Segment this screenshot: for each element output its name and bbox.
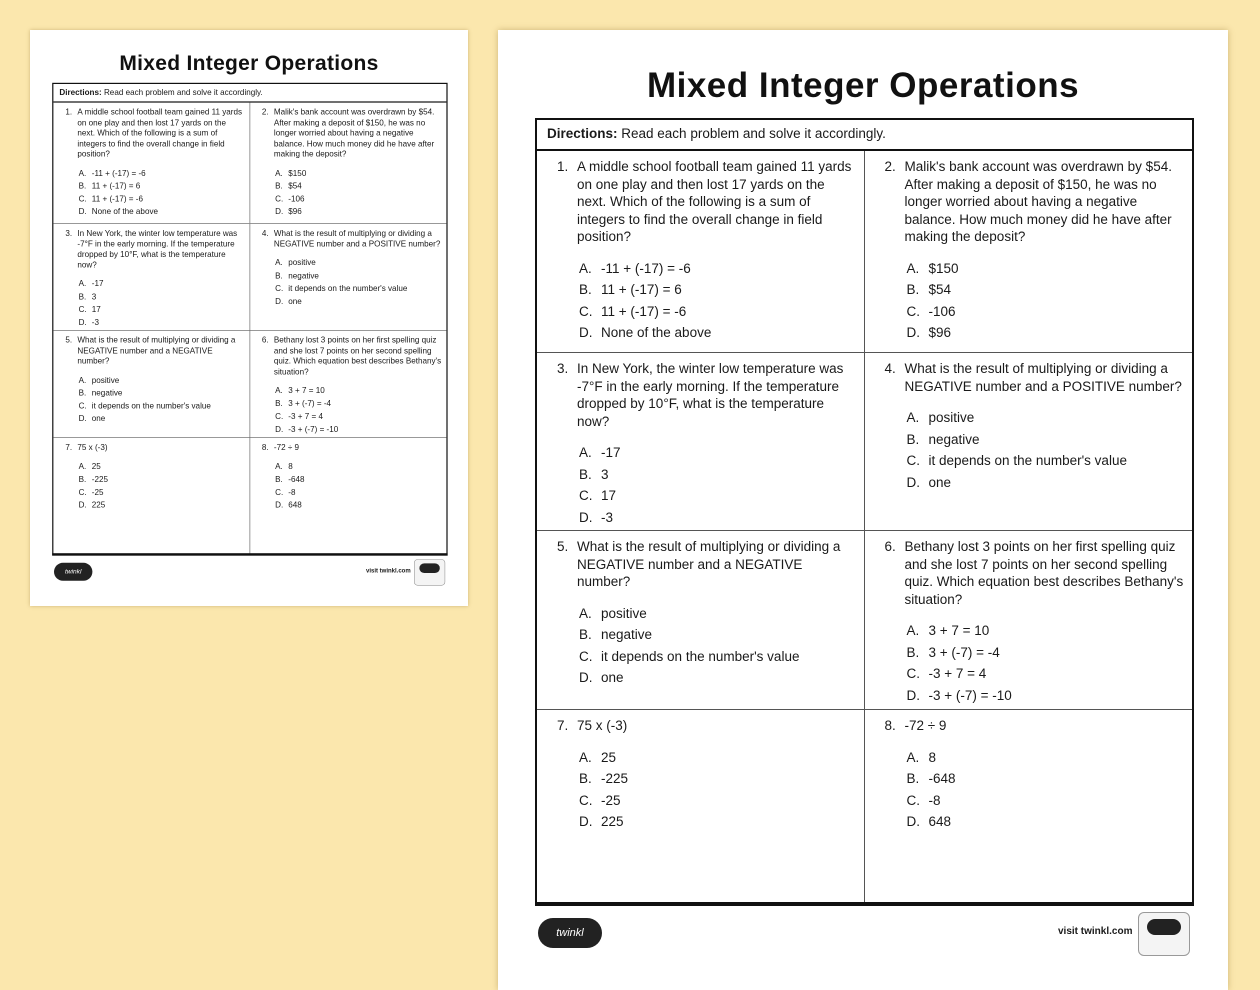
quality-badge-icon: [1138, 912, 1190, 956]
answer-option: [907, 407, 1185, 429]
question-cell: [53, 438, 250, 554]
answer-option: [579, 322, 856, 344]
worksheet-preview-large: [498, 30, 1228, 990]
option-letter: C.: [78, 487, 87, 497]
question-cell: [250, 103, 447, 224]
option-text: -3 + (-7) = -10: [928, 687, 1012, 703]
option-letter: A.: [906, 410, 920, 425]
answer-option: [907, 472, 1185, 494]
option-text: positive: [91, 375, 120, 385]
option-letter: D.: [906, 814, 920, 829]
answer-option: [79, 473, 245, 486]
option-letter: C.: [275, 283, 284, 293]
answer-option: [79, 179, 245, 192]
question-cell: [250, 331, 447, 438]
answer-option: [907, 620, 1185, 642]
answer-option: [79, 499, 245, 512]
question-cell: [53, 331, 250, 438]
directions-label: Directions:: [547, 126, 618, 141]
answer-option: [579, 768, 856, 790]
option-text: 11 + (-17) = -6: [601, 303, 687, 319]
option-letter: C.: [78, 304, 87, 314]
answer-option: [579, 603, 856, 625]
option-text: it depends on the number's value: [288, 283, 408, 293]
option-letter: A.: [78, 279, 87, 288]
question-text: What is the result of multiplying or dividing a NEGATIVE number and a NEGATIVE number?: [77, 335, 236, 366]
option-text: 648: [288, 500, 302, 510]
option-letter: C.: [275, 411, 284, 421]
option-text: 17: [91, 304, 101, 314]
question-number: 7.: [65, 442, 73, 452]
option-letter: C.: [275, 487, 284, 497]
option-letter: A.: [275, 258, 283, 267]
option-text: -225: [601, 771, 629, 786]
option-letter: B.: [275, 398, 283, 408]
option-letter: A.: [906, 623, 920, 638]
answer-option: [79, 399, 245, 412]
option-letter: B.: [906, 771, 920, 786]
answer-option: [579, 624, 856, 646]
answer-option: [907, 258, 1185, 280]
answer-options: [579, 603, 856, 689]
option-text: 3 + (-7) = -4: [928, 644, 1000, 660]
option-text: one: [288, 296, 302, 306]
option-text: -225: [91, 474, 109, 484]
option-text: $54: [288, 181, 302, 191]
option-text: -3: [601, 509, 614, 525]
option-text: 225: [91, 500, 106, 510]
option-letter: A.: [78, 168, 87, 178]
option-text: None of the above: [91, 207, 159, 216]
footer-divider: [535, 902, 1194, 906]
footer-site: visit twinkl.com: [1058, 926, 1133, 937]
question-text: -72 ÷ 9: [273, 442, 300, 452]
option-letter: B.: [579, 466, 592, 482]
option-letter: C.: [579, 303, 593, 319]
answer-option: [275, 486, 442, 499]
option-letter: A.: [579, 605, 592, 621]
worksheet-title: Mixed Integer Operations: [119, 51, 379, 75]
answer-option: [907, 790, 1185, 812]
option-text: -17: [601, 445, 621, 460]
footer-divider: [52, 553, 447, 555]
option-letter: A.: [275, 385, 283, 395]
question-text: Bethany lost 3 points on her first spelling quiz and she lost 7 points on her second spelling quiz. Which equation best describes Bethany's situation?: [273, 335, 442, 376]
option-text: -3 + (-7) = -10: [288, 424, 339, 434]
question-row: [537, 353, 1192, 531]
option-letter: D.: [579, 325, 593, 340]
option-text: it depends on the number's value: [601, 648, 800, 664]
option-letter: B.: [78, 474, 87, 484]
answer-option: [79, 460, 245, 473]
option-letter: D.: [906, 325, 920, 340]
option-letter: B.: [78, 388, 87, 398]
option-text: -25: [601, 792, 621, 808]
option-letter: D.: [78, 207, 87, 216]
directions-text: Read each problem and solve it accordingly.: [617, 126, 886, 141]
option-letter: B.: [275, 270, 283, 280]
answer-option: [275, 295, 442, 308]
answer-option: [907, 279, 1185, 301]
answer-option: [579, 646, 856, 668]
option-text: -17: [91, 279, 104, 288]
answer-option: [907, 642, 1185, 664]
answer-option: [579, 279, 856, 301]
question-row: [53, 103, 446, 224]
option-text: $96: [928, 325, 952, 340]
option-letter: B.: [275, 181, 283, 191]
option-text: 3: [601, 466, 609, 482]
directions-row: [537, 120, 1192, 151]
answer-option: [579, 301, 856, 323]
answer-option: [579, 507, 856, 529]
question-row: [537, 710, 1192, 904]
option-text: 11 + (-17) = 6: [91, 181, 141, 191]
option-text: positive: [288, 258, 316, 267]
option-text: 3 + 7 = 10: [928, 623, 990, 638]
question-number: 2.: [884, 159, 896, 174]
option-letter: B.: [906, 282, 920, 297]
answer-option: [907, 811, 1185, 833]
answer-options: [907, 407, 1185, 493]
option-letter: A.: [579, 749, 592, 765]
option-letter: A.: [78, 375, 87, 385]
option-letter: B.: [906, 431, 920, 447]
question-row: [53, 438, 446, 554]
question-number: 6.: [261, 335, 269, 345]
option-letter: D.: [906, 687, 920, 703]
question-cell: [250, 438, 447, 554]
answer-option: [579, 442, 856, 464]
twinkl-logo: twinkl: [54, 563, 92, 581]
option-letter: B.: [906, 644, 920, 660]
question-cell: [537, 710, 865, 904]
option-letter: B.: [579, 627, 592, 642]
option-text: -106: [288, 194, 305, 204]
option-letter: C.: [906, 303, 920, 319]
option-letter: C.: [78, 401, 87, 411]
answer-option: [275, 256, 442, 269]
directions-row: [53, 84, 446, 103]
option-letter: A.: [78, 461, 87, 471]
option-letter: B.: [579, 282, 592, 297]
question-text: In New York, the winter low temperature was -7°F in the early morning. If the temperature dropped by 10°F, what is the temperature now?: [77, 228, 238, 270]
option-letter: C.: [579, 648, 593, 664]
answer-option: [79, 374, 245, 387]
answer-option: [907, 663, 1185, 685]
option-text: $150: [288, 168, 307, 178]
question-number: 7.: [557, 718, 569, 733]
option-text: negative: [601, 627, 653, 642]
answer-option: [79, 167, 245, 180]
question-number: 1.: [65, 107, 73, 117]
answer-option: [79, 290, 245, 303]
option-text: $96: [288, 207, 302, 216]
option-text: -11 + (-17) = -6: [601, 260, 691, 276]
option-text: $150: [928, 260, 959, 276]
question-cell: [537, 531, 865, 709]
answer-option: [275, 192, 442, 205]
option-letter: A.: [579, 260, 592, 276]
question-cell: [865, 151, 1193, 352]
question-cell: [53, 224, 250, 330]
option-text: 11 + (-17) = 6: [601, 282, 682, 297]
question-cell: [537, 353, 865, 530]
question-text: What is the result of multiplying or dividing a NEGATIVE number and a POSITIVE number?: [904, 361, 1182, 394]
answer-option: [275, 167, 442, 180]
footer-site: visit twinkl.com: [366, 567, 411, 575]
answer-options: [579, 442, 856, 528]
option-letter: D.: [275, 207, 284, 216]
option-text: one: [601, 670, 624, 685]
answer-option: [275, 397, 442, 410]
option-letter: C.: [579, 792, 593, 808]
option-text: 225: [601, 814, 624, 829]
question-text: In New York, the winter low temperature was -7°F in the early morning. If the temperature dropped by 10°F, what is the temperature now?: [577, 361, 844, 429]
option-text: 11 + (-17) = -6: [91, 194, 143, 204]
option-text: -25: [91, 487, 104, 497]
answer-option: [275, 460, 442, 473]
answer-option: [275, 499, 442, 512]
worksheet-table: [52, 83, 447, 556]
option-text: None of the above: [601, 325, 712, 340]
question-text: Malik's bank account was overdrawn by $54. After making a deposit of $150, he was no longer worried about having a negative balance. How much money did he have after making the deposit?: [273, 107, 435, 159]
answer-option: [79, 316, 245, 329]
answer-option: [275, 179, 442, 192]
option-letter: A.: [906, 749, 920, 765]
option-letter: D.: [579, 509, 593, 525]
option-text: 3 + (-7) = -4: [288, 398, 332, 408]
option-text: negative: [91, 388, 123, 398]
option-text: 25: [91, 461, 101, 471]
option-text: 8: [928, 749, 937, 765]
option-letter: B.: [275, 474, 283, 484]
answer-option: [907, 429, 1185, 451]
answer-option: [79, 386, 245, 399]
option-text: it depends on the number's value: [91, 401, 211, 411]
answer-options: [79, 374, 245, 426]
option-letter: D.: [78, 500, 87, 510]
question-cell: [250, 224, 447, 330]
option-text: -648: [288, 474, 305, 484]
answer-options: [907, 620, 1185, 706]
question-text: Bethany lost 3 points on her first spelling quiz and she lost 7 points on her second spelling quiz. Which equation best describes Bethany's situation?: [904, 539, 1184, 607]
answer-option: [79, 277, 245, 290]
question-text: What is the result of multiplying or dividing a NEGATIVE number and a NEGATIVE number?: [577, 539, 841, 589]
answer-options: [275, 384, 442, 436]
option-letter: C.: [579, 488, 593, 503]
option-text: 648: [928, 814, 952, 829]
answer-option: [275, 269, 442, 282]
question-number: 5.: [65, 335, 73, 345]
option-text: $54: [928, 282, 952, 297]
option-text: -11 + (-17) = -6: [91, 168, 146, 178]
answer-option: [907, 685, 1185, 707]
question-text: Malik's bank account was overdrawn by $54. After making a deposit of $150, he was no longer worried about having a negative balance. How much money did he have after making the deposit?: [904, 159, 1172, 244]
question-text: A middle school football team gained 11 yards on one play and then lost 17 yards on the next. Which of the following is a sum of integers to find the overall change in field position?: [577, 159, 852, 244]
option-letter: B.: [78, 291, 87, 301]
question-number: 8.: [884, 718, 896, 733]
option-text: negative: [288, 270, 319, 280]
question-cell: [53, 103, 250, 224]
answer-option: [275, 384, 442, 397]
answer-option: [79, 412, 245, 425]
answer-option: [275, 423, 442, 436]
option-letter: D.: [906, 474, 920, 490]
option-text: -8: [928, 792, 941, 808]
answer-options: [275, 167, 442, 219]
worksheet-table: [535, 118, 1194, 906]
question-number: 8.: [261, 442, 269, 452]
option-text: positive: [928, 410, 975, 425]
answer-options: [907, 747, 1185, 833]
question-text: What is the result of multiplying or dividing a NEGATIVE number and a POSITIVE number?: [273, 228, 441, 249]
option-letter: A.: [579, 445, 592, 460]
question-cell: [865, 531, 1193, 709]
option-text: 3 + 7 = 10: [288, 385, 325, 395]
option-text: -3 + 7 = 4: [288, 411, 323, 421]
option-letter: D.: [275, 500, 284, 510]
option-letter: A.: [906, 260, 920, 276]
option-letter: D.: [275, 296, 284, 306]
option-text: -3: [91, 317, 100, 327]
option-letter: C.: [275, 194, 284, 204]
question-number: 6.: [884, 539, 896, 554]
option-text: one: [91, 414, 106, 424]
twinkl-logo: twinkl: [538, 918, 602, 948]
answer-option: [79, 192, 245, 205]
answer-option: [579, 790, 856, 812]
question-row: [537, 151, 1192, 353]
option-text: -648: [928, 771, 956, 786]
option-letter: C.: [906, 792, 920, 808]
option-letter: D.: [579, 670, 593, 685]
quality-badge-icon: [414, 559, 445, 585]
question-cell: [865, 353, 1193, 530]
answer-options: [79, 277, 245, 329]
answer-options: [579, 258, 856, 344]
answer-option: [79, 303, 245, 316]
option-letter: A.: [275, 461, 283, 471]
directions-text: Read each problem and solve it accordingly.: [101, 87, 263, 97]
answer-option: [275, 205, 442, 218]
question-number: 3.: [557, 361, 569, 376]
option-text: positive: [601, 605, 647, 621]
option-letter: D.: [579, 814, 593, 829]
answer-option: [907, 747, 1185, 769]
worksheet-title: Mixed Integer Operations: [646, 66, 1080, 105]
option-text: 17: [601, 488, 617, 503]
question-number: 2.: [261, 107, 269, 117]
option-letter: C.: [78, 194, 87, 204]
option-text: 25: [601, 749, 617, 765]
option-letter: C.: [906, 666, 920, 681]
question-row: [53, 224, 446, 331]
question-number: 1.: [557, 159, 569, 174]
answer-option: [579, 485, 856, 507]
question-text: A middle school football team gained 11 yards on one play and then lost 17 yards on the next. Which of the following is a sum of integers to find the overall change in field position?: [77, 107, 243, 159]
answer-options: [79, 460, 245, 512]
option-text: 3: [91, 291, 97, 301]
question-text: -72 ÷ 9: [904, 718, 947, 733]
answer-options: [79, 167, 245, 219]
question-number: 3.: [65, 228, 73, 238]
option-letter: D.: [78, 414, 87, 424]
answer-options: [579, 747, 856, 833]
option-letter: D.: [78, 317, 87, 327]
option-text: it depends on the number's value: [928, 453, 1127, 468]
option-letter: B.: [579, 771, 592, 786]
answer-options: [907, 258, 1185, 344]
answer-option: [275, 473, 442, 486]
answer-option: [275, 410, 442, 423]
question-number: 4.: [884, 361, 896, 376]
option-letter: B.: [78, 181, 87, 191]
question-text: 75 x (-3): [77, 442, 108, 452]
worksheet-preview-small: [30, 30, 468, 606]
question-row: [53, 331, 446, 438]
answer-option: [907, 450, 1185, 472]
option-text: one: [928, 474, 952, 490]
option-text: -8: [288, 487, 296, 497]
directions-label: Directions:: [59, 87, 102, 97]
answer-option: [579, 667, 856, 689]
option-letter: A.: [275, 168, 283, 178]
answer-option: [907, 322, 1185, 344]
answer-option: [579, 811, 856, 833]
option-letter: D.: [275, 424, 284, 434]
answer-option: [579, 258, 856, 280]
question-cell: [865, 710, 1193, 904]
option-text: negative: [928, 431, 980, 447]
answer-option: [579, 747, 856, 769]
option-letter: C.: [906, 453, 920, 468]
option-text: -106: [928, 303, 956, 319]
question-row: [537, 531, 1192, 710]
answer-option: [907, 768, 1185, 790]
answer-option: [79, 486, 245, 499]
question-text: 75 x (-3): [577, 718, 628, 733]
question-number: 5.: [557, 539, 569, 554]
answer-options: [275, 256, 442, 308]
question-number: 4.: [261, 228, 269, 238]
answer-option: [275, 282, 442, 295]
answer-options: [275, 460, 442, 512]
answer-option: [79, 205, 245, 218]
answer-option: [579, 464, 856, 486]
answer-option: [907, 301, 1185, 323]
question-cell: [537, 151, 865, 352]
option-text: 8: [288, 461, 293, 471]
option-text: -3 + 7 = 4: [928, 666, 987, 681]
